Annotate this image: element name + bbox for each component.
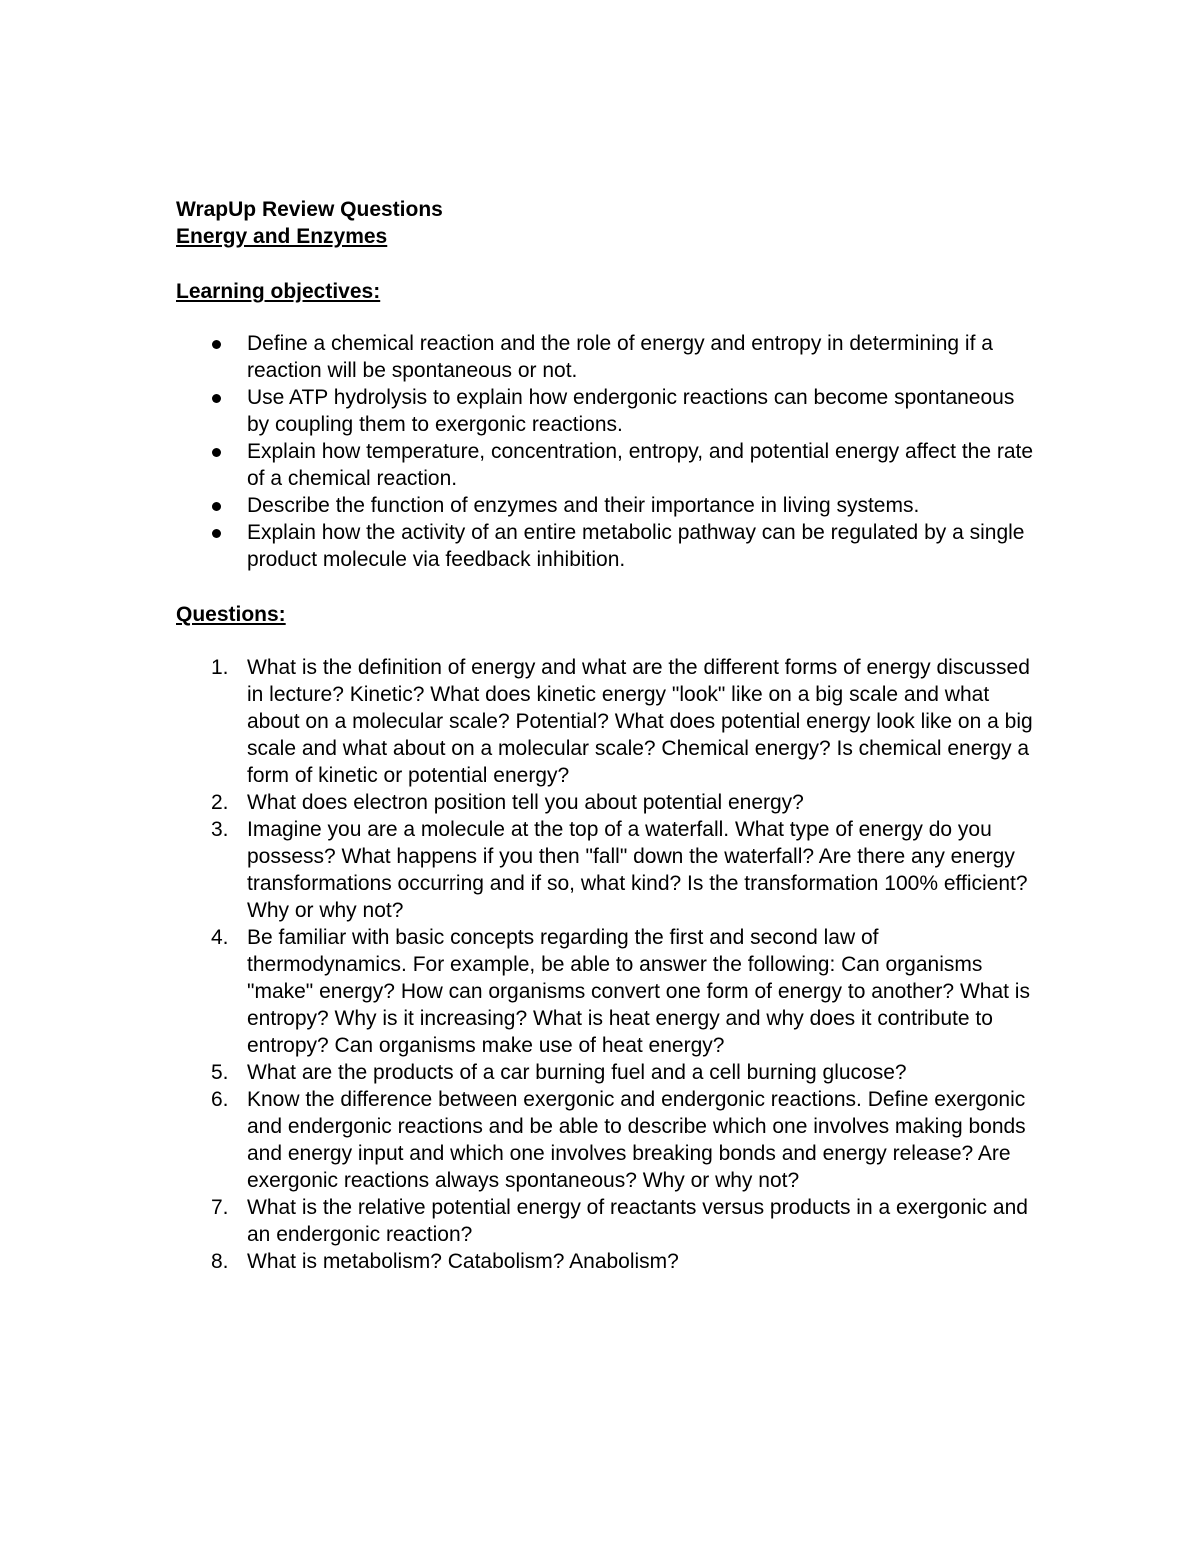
- question-number: 6.: [211, 1088, 229, 1111]
- question-item: [176, 654, 1036, 789]
- document-content: [176, 196, 1036, 1275]
- questions-list: [176, 654, 1036, 1275]
- objective-text: Describe the function of enzymes and their importance in living systems.: [247, 494, 920, 517]
- question-item: [176, 789, 1036, 816]
- document-subtitle: Energy and Enzymes: [176, 225, 388, 248]
- objective-text: Use ATP hydrolysis to explain how endergonic reactions can become spontaneous by coupling them to exergonic reactions.: [247, 386, 1015, 436]
- question-number: 4.: [211, 926, 229, 949]
- question-number: 5.: [211, 1061, 229, 1084]
- question-number: 3.: [211, 818, 229, 841]
- question-item: [176, 816, 1036, 924]
- objective-item: [176, 519, 1036, 573]
- questions-heading: Questions:: [176, 603, 286, 626]
- objectives-heading: Learning objectives:: [176, 280, 381, 303]
- bullet-icon: [212, 394, 221, 403]
- question-text: Know the difference between exergonic and endergonic reactions. Define exergonic and endergonic reactions and be able to describe which one involves making bonds and energy input and which one involves breaking bonds and energy release? Are exergonic reactions always spontaneous? Why or why not?: [247, 1088, 1026, 1192]
- objective-item: [176, 438, 1036, 492]
- question-text: What is metabolism? Catabolism? Anabolism?: [247, 1250, 679, 1273]
- question-item: [176, 1086, 1036, 1194]
- bullet-icon: [212, 448, 221, 457]
- bullet-icon: [212, 340, 221, 349]
- question-text: Be familiar with basic concepts regarding the first and second law of thermodynamics. For example, be able to answer the following: Can organisms "make" energy? How can organisms convert one form of energy to another? What is entropy? Why is it increasing? What is heat energy and why does it contribute to entropy? Can organisms make use of heat energy?: [247, 926, 1030, 1057]
- objective-text: Explain how temperature, concentration, entropy, and potential energy affect the rate of a chemical reaction.: [247, 440, 1034, 490]
- objective-text: Define a chemical reaction and the role of energy and entropy in determining if a reaction will be spontaneous or not.: [247, 332, 993, 382]
- question-number: 1.: [211, 656, 229, 679]
- objective-item: [176, 492, 1036, 519]
- bullet-icon: [212, 529, 221, 538]
- question-number: 7.: [211, 1196, 229, 1219]
- objective-item: [176, 384, 1036, 438]
- question-text: Imagine you are a molecule at the top of a waterfall. What type of energy do you possess? What happens if you then "fall" down the waterfall? Are there any energy transformations occurring and if so, what kind? Is the transformation 100% efficient? Why or why not?: [247, 818, 1028, 922]
- question-text: What is the definition of energy and what are the different forms of energy discussed in lecture? Kinetic? What does kinetic energy "look" like on a big scale and what about on a molecular scale? Potential? What does potential energy look like on a big scale and what about on a molecular scale? Chemical energy? Is chemical energy a form of kinetic or potential energy?: [247, 656, 1033, 787]
- question-item: [176, 1194, 1036, 1248]
- bullet-icon: [212, 502, 221, 511]
- question-text: What are the products of a car burning fuel and a cell burning glucose?: [247, 1061, 907, 1084]
- objective-text: Explain how the activity of an entire metabolic pathway can be regulated by a single product molecule via feedback inhibition.: [247, 521, 1025, 571]
- objectives-list: [176, 330, 1036, 573]
- question-item: [176, 1059, 1036, 1086]
- question-number: 8.: [211, 1250, 229, 1273]
- question-number: 2.: [211, 791, 229, 814]
- question-item: [176, 1248, 1036, 1275]
- objective-item: [176, 330, 1036, 384]
- document-title: WrapUp Review Questions: [176, 198, 443, 221]
- question-text: What does electron position tell you about potential energy?: [247, 791, 804, 814]
- question-item: [176, 924, 1036, 1059]
- question-text: What is the relative potential energy of reactants versus products in a exergonic and an endergonic reaction?: [247, 1196, 1028, 1246]
